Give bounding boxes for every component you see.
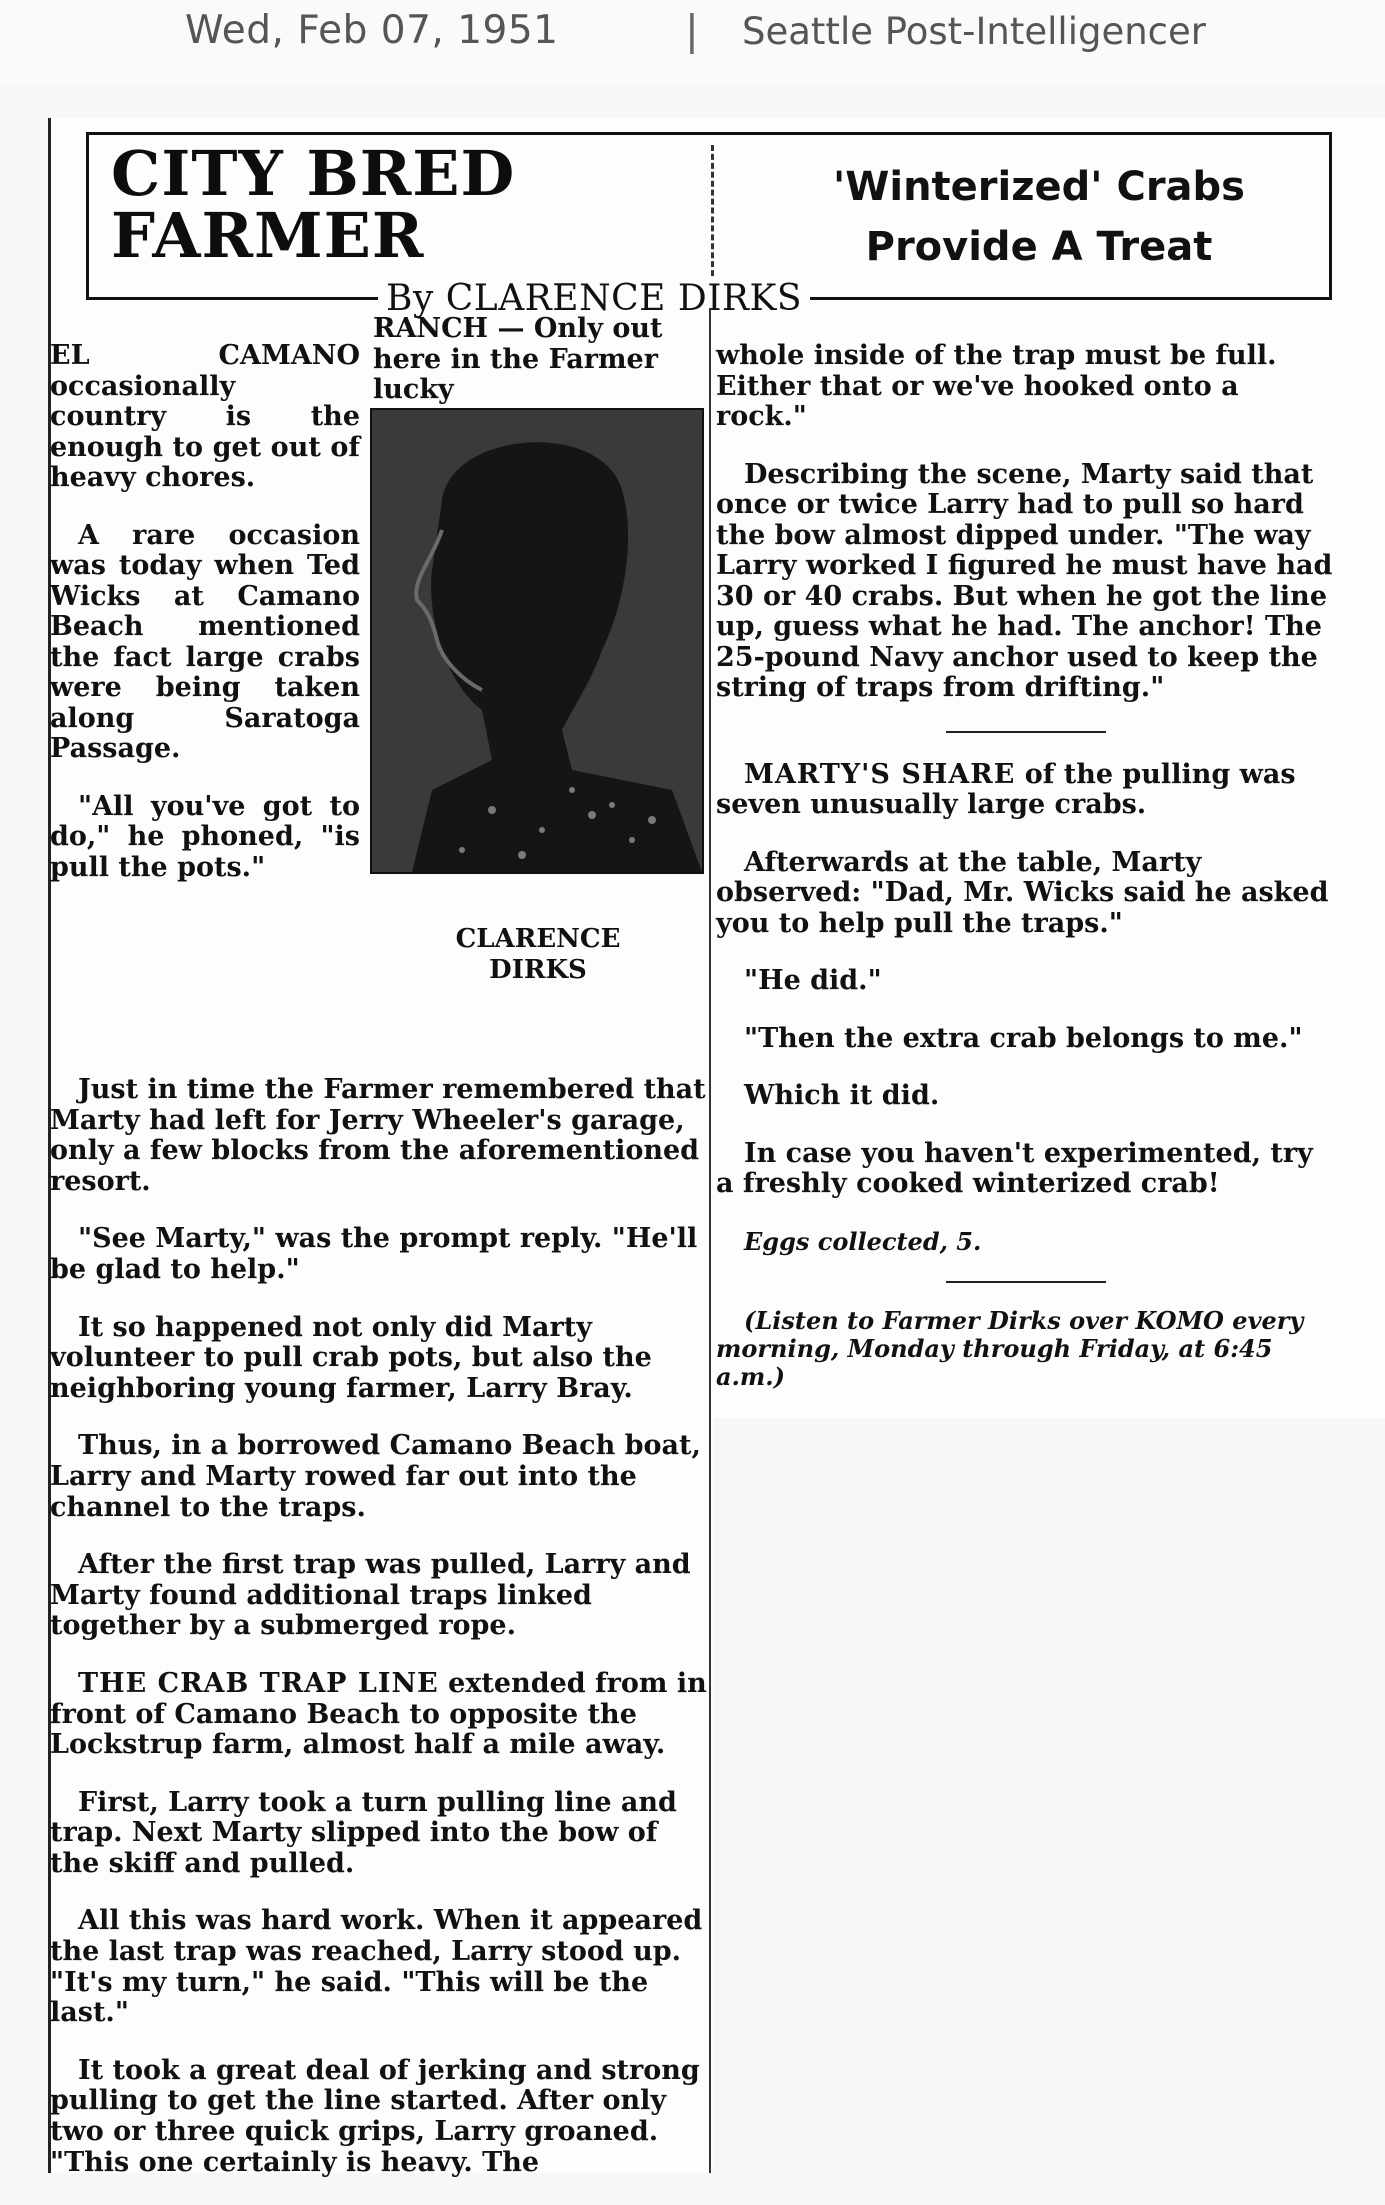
headline — [779, 157, 1299, 277]
newspaper-clipping — [48, 118, 1343, 2178]
body-paragraph: Which it did. — [744, 1080, 940, 1111]
body-paragraph-subhead — [50, 1669, 710, 1761]
column-title-line2: FARMER — [111, 199, 425, 272]
body-paragraph: Describing the scene, Marty said that once or twice Larry had to pull so hard the bow almost dipped under. "The way Larry worked I figured he must have had 30 or 40 crabs. But when he got the line up, guess what he had. The anchor! The 25-pound Navy anchor used to keep the string of traps from drifting." — [716, 458, 1333, 703]
author-photo — [370, 408, 704, 874]
headline-line2: Provide A Treat — [865, 224, 1213, 270]
body-paragraph: Thus, in a borrowed Camano Beach boat, Larry and Marty rowed far out into the channel to the traps. — [50, 1430, 701, 1523]
body-paragraph: After the first trap was pulled, Larry and Marty found additional traps linked together by a submerged rope. — [50, 1549, 691, 1642]
body-paragraph: All this was hard work. When it appeared the last trap was reached, Larry stood up. "It's my turn," he said. "This will be the last." — [50, 1905, 703, 2029]
body-paragraph: It so happened not only did Marty volunteer to pull crab pots, but also the neighboring young farmer, Larry Bray. — [50, 1311, 652, 1404]
lead-paragraph-3: "All you've got to do," he phoned, "is pull the pots." — [50, 790, 360, 883]
publication-date: Wed, Feb 07, 1951 — [185, 8, 559, 53]
crab-trap-line-subhead: THE CRAB TRAP LINE — [78, 1667, 439, 1699]
body-paragraph: "Then the extra crab belongs to me." — [744, 1022, 1303, 1054]
martys-share-text: of the pulling was seven unusually large crabs. — [716, 758, 1296, 820]
column-title-line1: CITY BRED — [111, 137, 516, 210]
column-masthead — [86, 132, 1332, 300]
section-rule — [946, 731, 1106, 733]
section-rule — [946, 1281, 1106, 1283]
body-paragraph: It took a great deal of jerking and strong pulling to get the line started. After only two or three quick grips, Larry groaned. "This one certainly is heavy. The — [50, 2054, 700, 2178]
martys-share-subhead: MARTY'S SHARE — [744, 758, 1016, 790]
body-paragraph: Just in time the Farmer remembered that Marty had left for Jerry Wheeler's garage, only a few blocks from the aforementioned resort. — [50, 1074, 706, 1197]
lead-continuation: RANCH — Only out here in the Farmer lucky — [373, 313, 663, 405]
body-paragraph: "See Marty," was the prompt reply. "He'll be glad to help." — [50, 1223, 698, 1285]
column-title — [111, 137, 516, 272]
author-portrait-image — [372, 410, 702, 872]
body-paragraph-subhead — [716, 760, 1336, 821]
photo-caption — [373, 924, 703, 986]
archive-header — [0, 0, 1385, 85]
right-column-body — [716, 314, 1336, 1415]
body-paragraph: In case you haven't experimented, try a freshly cooked winterized crab! — [716, 1137, 1313, 1199]
masthead-divider — [711, 145, 714, 285]
header-separator: | — [685, 6, 699, 54]
body-paragraph: Afterwards at the table, Marty observed: "Dad, Mr. Wicks said he asked you to help pull the traps." — [716, 846, 1329, 939]
publication-name: Seattle Post-Intelligencer — [742, 10, 1206, 53]
photo-caption-line2: DIRKS — [489, 955, 587, 985]
photo-caption-line1: CLARENCE — [455, 924, 621, 954]
body-paragraph: First, Larry took a turn pulling line and trap. Next Marty slipped into the bow of the skiff and pulled. — [50, 1786, 677, 1879]
byline: By CLARENCE DIRKS — [378, 278, 810, 319]
lead-paragraph-1: EL CAMANO occasionally country is the enough to get out of heavy chores. — [50, 340, 360, 493]
headline-line1: 'Winterized' Crabs — [833, 164, 1245, 210]
left-column-body — [50, 1048, 710, 2205]
body-paragraph: whole inside of the trap must be full. Either that or we've hooked onto a rock." — [716, 340, 1277, 432]
eggs-collected-line: Eggs collected, 5. — [744, 1226, 982, 1256]
body-paragraph: "He did." — [744, 965, 882, 996]
crab-trap-line-text: extended from in front of Camano Beach to opposite the Lockstrup farm, almost half a mile away. — [50, 1667, 707, 1761]
lead-column — [50, 314, 360, 910]
lead-paragraph-2: A rare occasion was today when Ted Wicks at Camano Beach mentioned the fact large crabs were being taken along Saratoga Passage. — [50, 519, 360, 764]
radio-footnote: (Listen to Farmer Dirks over KOMO every morning, Monday through Friday, at 6:45 a.m.) — [716, 1306, 1304, 1391]
